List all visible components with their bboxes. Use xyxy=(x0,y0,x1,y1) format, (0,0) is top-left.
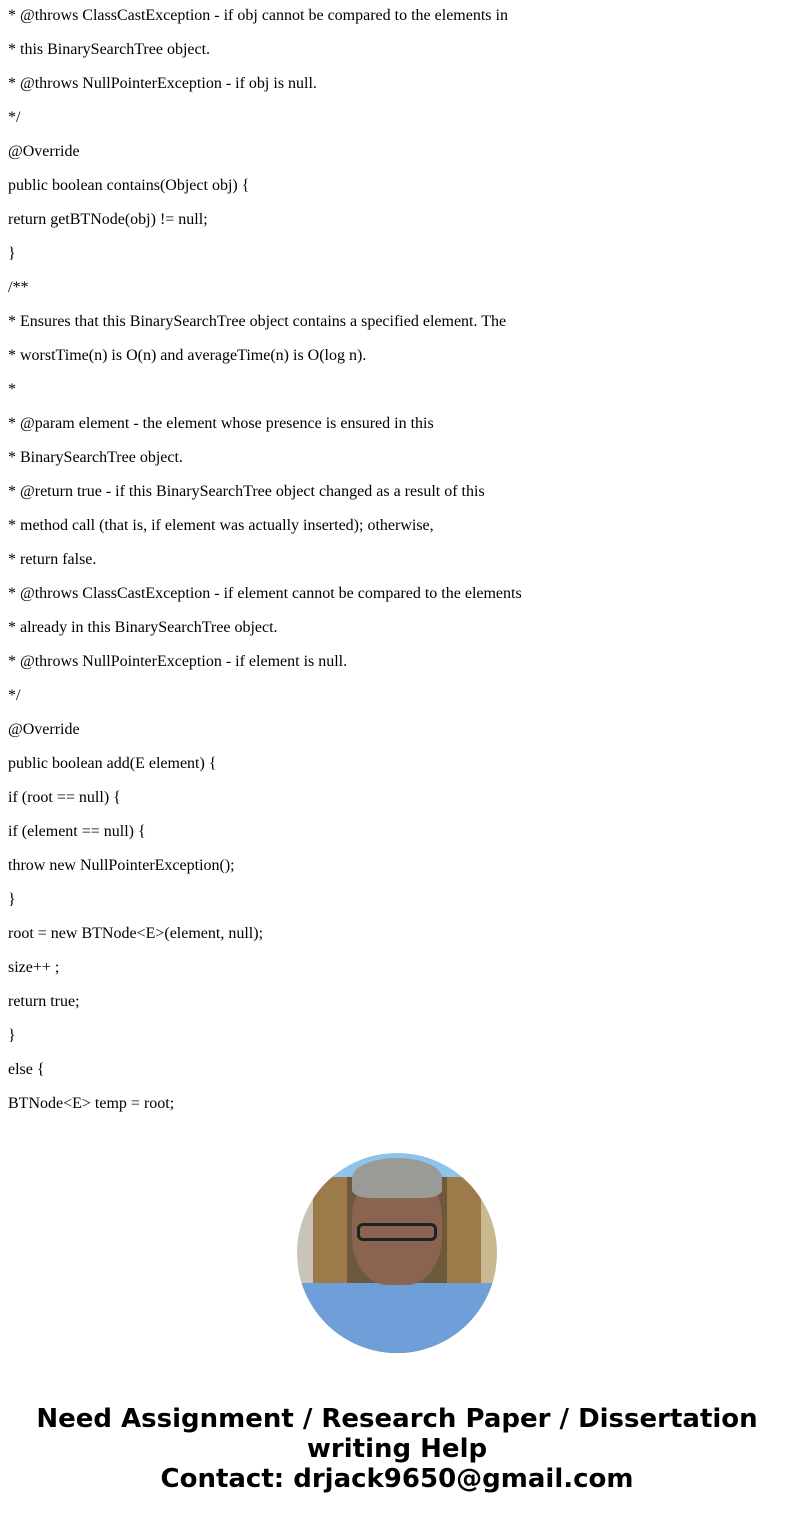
footer-line-1: Need Assignment / Research Paper / Dissertation xyxy=(36,1404,758,1434)
code-line: * xyxy=(8,381,16,398)
code-line: @Override xyxy=(8,143,80,160)
code-line: size++ ; xyxy=(8,959,60,976)
code-line: * @throws ClassCastException - if element cannot be compared to the elements xyxy=(8,585,522,602)
code-line: BTNode<E> temp = root; xyxy=(8,1095,175,1112)
code-line: return true; xyxy=(8,993,80,1010)
code-line: else { xyxy=(8,1061,45,1078)
code-line: * method call (that is, if element was actually inserted); otherwise, xyxy=(8,517,434,534)
code-listing xyxy=(8,7,522,1129)
code-line: * Ensures that this BinarySearchTree object contains a specified element. The xyxy=(8,313,507,330)
code-line: * @return true - if this BinarySearchTree object changed as a result of this xyxy=(8,483,485,500)
footer-line-2: writing Help xyxy=(306,1434,488,1464)
code-line: @Override xyxy=(8,721,80,738)
contact-footer xyxy=(0,1404,794,1494)
author-photo xyxy=(297,1153,497,1353)
code-line: public boolean contains(Object obj) { xyxy=(8,177,250,194)
code-line: */ xyxy=(8,109,21,126)
code-line: * worstTime(n) is O(n) and averageTime(n) is O(log n). xyxy=(8,347,367,364)
code-line: throw new NullPointerException(); xyxy=(8,857,235,874)
code-line: * already in this BinarySearchTree object. xyxy=(8,619,278,636)
code-line: /** xyxy=(8,279,29,296)
photo-hair xyxy=(352,1158,442,1198)
code-line: */ xyxy=(8,687,21,704)
code-line: * @throws ClassCastException - if obj cannot be compared to the elements in xyxy=(8,7,508,24)
code-line: * @throws NullPointerException - if obj is null. xyxy=(8,75,317,92)
code-line: * @throws NullPointerException - if element is null. xyxy=(8,653,348,670)
photo-shirt xyxy=(297,1283,497,1353)
code-line: * @param element - the element whose presence is ensured in this xyxy=(8,415,434,432)
code-line: * return false. xyxy=(8,551,97,568)
code-line: public boolean add(E element) { xyxy=(8,755,217,772)
code-line: return getBTNode(obj) != null; xyxy=(8,211,208,228)
code-line: } xyxy=(8,891,16,908)
footer-contact: Contact: drjack9650@gmail.com xyxy=(160,1464,634,1494)
code-line: if (root == null) { xyxy=(8,789,121,806)
code-line: } xyxy=(8,1027,16,1044)
code-line: * BinarySearchTree object. xyxy=(8,449,183,466)
code-line: root = new BTNode<E>(element, null); xyxy=(8,925,264,942)
code-line: if (element == null) { xyxy=(8,823,146,840)
code-line: * this BinarySearchTree object. xyxy=(8,41,211,58)
photo-glasses xyxy=(357,1223,437,1241)
code-line: } xyxy=(8,245,16,262)
